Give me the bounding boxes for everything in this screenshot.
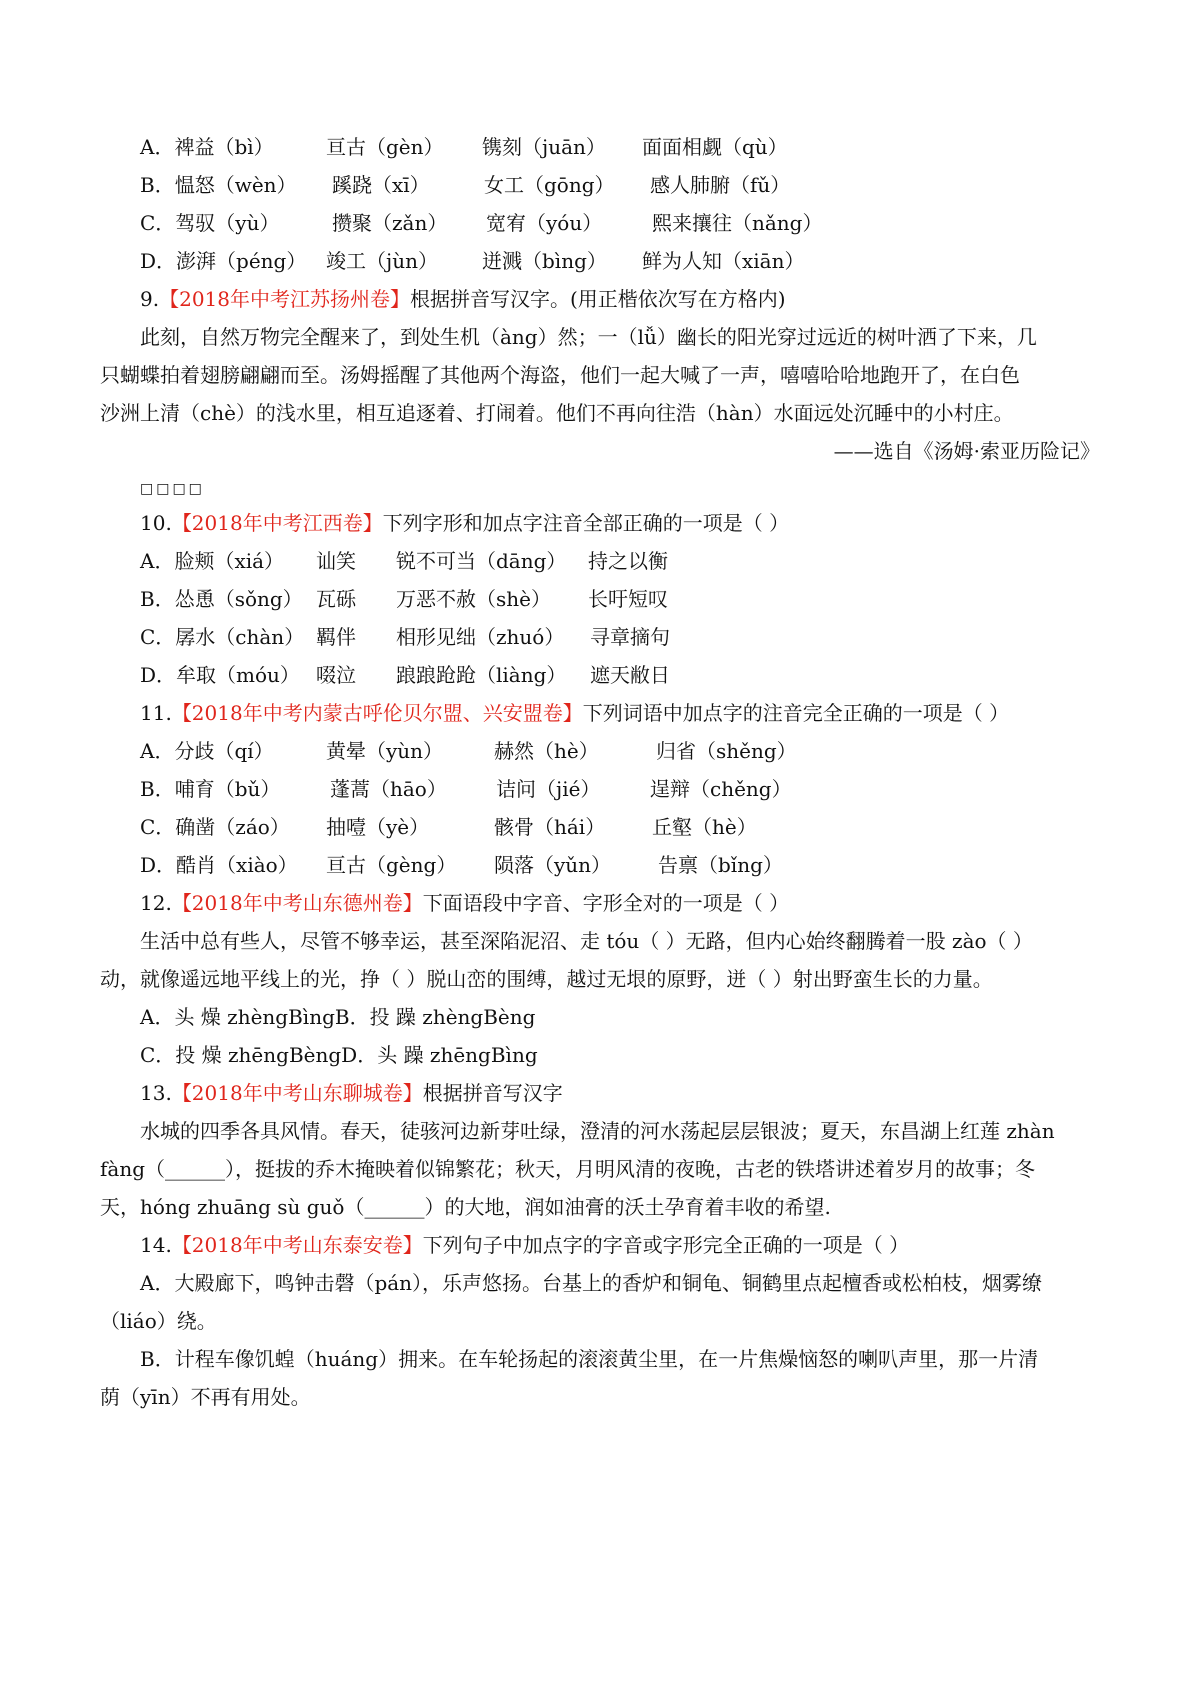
q10-option-a-cell-1: A．脸颊（xiá） [140,549,285,573]
q11-option-c-cell-2: 抽噎（yè） [326,815,430,839]
q10-option-d-cell-2: 啜泣 [316,663,356,687]
q14-option-a-line-2: （liáo）绕。 [100,1309,217,1333]
q10-option-c-cell-3: 相形见绌（zhuó） [396,625,565,649]
q11-option-c-cell-4: 丘壑（hè） [652,815,757,839]
q8-option-d-cell-2: 竣工（jùn） [326,249,438,273]
q12-passage-line-2: 动，就像遥远地平线上的光，挣（ ）脱山峦的围缚，越过无垠的原野，迸（ ）射出野蛮生长的力量。 [100,967,993,991]
q13-passage-line-3: 天，hóng zhuāng sù guǒ（______）的大地，润如油膏的沃土孕育着丰收的希望. [100,1195,831,1219]
q11-option-d-cell-2: 亘古（gèng） [326,853,457,877]
q11-option-c-cell-1: C．确凿（záo） [140,815,290,839]
q11-number: 11. [140,701,172,725]
q11-option-d-cell-4: 告禀（bǐng） [658,853,783,877]
q10-option-a-cell-3: 锐不可当（dāng） [396,549,567,573]
q10-option-c-cell-1: C．孱水（chàn） [140,625,305,649]
q10-option-a-cell-4: 持之以衡 [588,549,668,573]
q10-option-b-cell-4: 长吁短叹 [588,587,668,611]
q12-passage-line-1: 生活中总有些人，尽管不够幸运，甚至深陷泥沼、走 tóu（ ）无路，但内心始终翻腾着一股 zào（ ） [140,929,1033,953]
q8-option-d-cell-4: 鲜为人知（xiān） [642,249,805,273]
q8-option-b-cell-1: B．愠怒（wèn） [140,173,297,197]
q9-passage-line-2: 只蝴蝶拍着翅膀翩翩而至。汤姆摇醒了其他两个海盗，他们一起大喊了一声，嘻嘻哈哈地跑开了，在白色 [100,363,1020,387]
q11-option-a-cell-4: 归省（shěng） [656,739,797,763]
q8-option-d-cell-1: D．澎湃（péng） [140,249,307,273]
q8-option-a-cell-2: 亘古（gèn） [326,135,444,159]
q11-source: 【2018年中考内蒙古呼伦贝尔盟、兴安盟卷】 [171,701,583,725]
q9-heading [140,285,786,313]
q14-option-b-line-1: B．计程车像饥蝗（huáng）拥来。在车轮扬起的滚滚黄尘里，在一片焦燥恼怒的喇叭声里，那一片清 [140,1347,1039,1371]
q11-option-b-cell-2: 蓬蒿（hāo） [330,777,447,801]
q11-option-b-cell-1: B．哺育（bǔ） [140,777,281,801]
q8-option-d-cell-3: 迸溅（bìng） [482,249,607,273]
q10-option-d-cell-1: D．牟取（móu） [140,663,300,687]
q12-number: 12. [140,891,172,915]
q14-prompt: 下列句子中加点字的字音或字形完全正确的一项是（ ） [422,1233,910,1257]
q11-option-b-cell-3: 诘问（jié） [496,777,601,801]
q10-source: 【2018年中考江西卷】 [171,511,383,535]
q9-passage-line-3: 沙洲上清（chè）的浅水里，相互追逐着、打闹着。他们不再向往浩（hàn）水面远处沉睡中的小村庄。 [100,401,1014,425]
q9-attribution: ——选自《汤姆·索亚历险记》 [833,439,1100,463]
q12-heading [140,889,789,917]
q10-option-c-cell-4: 寻章摘句 [590,625,670,649]
q11-prompt: 下列词语中加点字的注音完全正确的一项是（ ） [582,701,1010,725]
q14-option-a-line-1: A．大殿廊下，鸣钟击磬（pán），乐声悠扬。台基上的香炉和铜龟、铜鹤里点起檀香或松柏枝，烟雾缭 [140,1271,1043,1295]
q11-option-d-cell-1: D．酷肖（xiào） [140,853,298,877]
q11-option-b-cell-4: 逞辩（chěng） [650,777,792,801]
q13-source: 【2018年中考山东聊城卷】 [171,1081,423,1105]
q11-option-d-cell-3: 陨落（yǔn） [494,853,612,877]
q10-option-b-cell-3: 万恶不赦（shè） [396,587,551,611]
q12-prompt: 下面语段中字音、字形全对的一项是（ ） [422,891,790,915]
q12-options-line-1: A．头 燥 zhèngBìngB．投 躁 zhèngBèng [140,1005,536,1029]
q8-option-c-cell-3: 宽宥（yóu） [486,211,603,235]
q9-answer-boxes: □□□□ [140,481,205,497]
q14-heading [140,1231,909,1259]
q11-option-a-cell-1: A．分歧（qí） [140,739,274,763]
q14-source: 【2018年中考山东泰安卷】 [171,1233,423,1257]
q11-heading [140,699,1009,727]
q10-prompt: 下列字形和加点字注音全部正确的一项是（ ） [382,511,790,535]
q11-option-a-cell-3: 赫然（hè） [494,739,599,763]
q11-option-a-cell-2: 黄晕（yùn） [326,739,444,763]
q13-passage-line-2: fàng（______），挺拔的乔木掩映着似锦繁花；秋天，月明风清的夜晚，古老的铁塔讲述着岁月的故事；冬 [100,1157,1036,1181]
q9-prompt: 根据拼音写汉字。(用正楷依次写在方格内) [410,287,786,311]
q13-passage-line-1: 水城的四季各具风情。春天，徒骇河边新芽吐绿，澄清的河水荡起层层银波；夏天，东昌湖上红莲 zhàn [140,1119,1055,1143]
q14-number: 14. [140,1233,172,1257]
q10-option-b-cell-2: 瓦砾 [316,587,356,611]
q13-number: 13. [140,1081,172,1105]
q11-option-c-cell-3: 骸骨（hái） [494,815,606,839]
q10-option-c-cell-2: 羁伴 [316,625,356,649]
q14-option-b-line-2: 荫（yīn）不再有用处。 [100,1385,311,1409]
q13-prompt: 根据拼音写汉字 [422,1081,563,1105]
q8-option-c-cell-4: 熙来攘往（nǎng） [652,211,823,235]
q8-option-a-cell-3: 镌刻（juān） [482,135,606,159]
q10-option-b-cell-1: B．怂恿（sǒng） [140,587,303,611]
q9-number: 9. [140,287,160,311]
q10-number: 10. [140,511,172,535]
q8-option-b-cell-4: 感人肺腑（fǔ） [650,173,791,197]
q10-heading [140,509,789,537]
q9-source: 【2018年中考江苏扬州卷】 [159,287,410,311]
q8-option-c-cell-2: 攒聚（zǎn） [332,211,448,235]
q8-option-a-cell-1: A．禆益（bì） [140,135,274,159]
q12-source: 【2018年中考山东德州卷】 [171,891,423,915]
q8-option-b-cell-2: 蹊跷（xī） [332,173,430,197]
q9-passage-line-1: 此刻，自然万物完全醒来了，到处生机（àng）然；一（lǚ）幽长的阳光穿过远近的树叶洒了下来，几 [140,325,1037,349]
q8-option-a-cell-4: 面面相觑（qù） [642,135,788,159]
q8-option-b-cell-3: 女工（gōng） [484,173,615,197]
q13-heading [140,1079,563,1107]
q8-option-c-cell-1: C．驾驭（yù） [140,211,280,235]
q10-option-a-cell-2: 讪笑 [316,549,356,573]
q10-option-d-cell-4: 遮天敝日 [590,663,670,687]
q10-option-d-cell-3: 踉踉跄跄（liàng） [396,663,567,687]
q12-options-line-2: C．投 燥 zhēngBèngD．头 躁 zhēngBìng [140,1043,538,1067]
